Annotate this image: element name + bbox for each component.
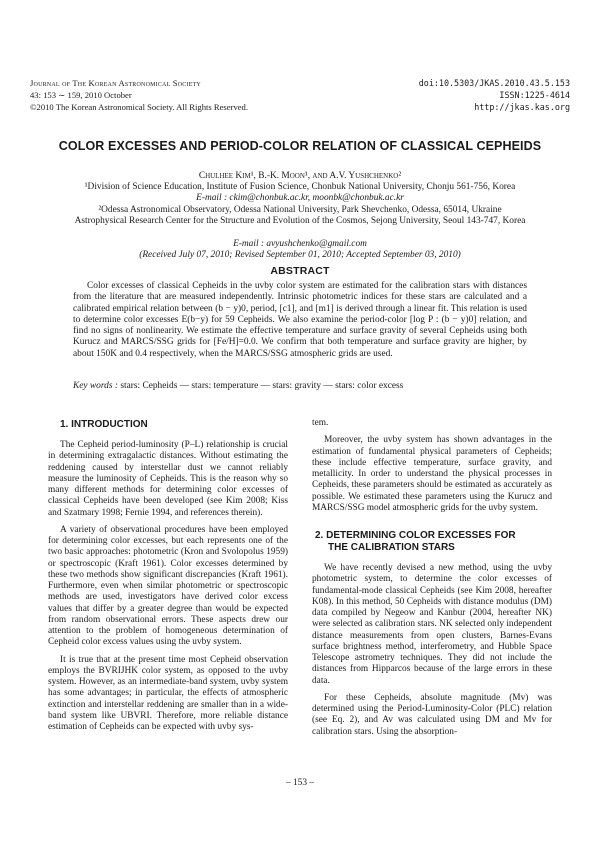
section-2-heading xyxy=(315,530,552,554)
journal-header xyxy=(30,77,248,113)
abstract-text: Color excesses of classical Cepheids in the uvby color system are estimated for the calibration stars with distances from the literature that are measured independently. Intrinsic photometric indices for these stars are calculated and a calibrated empirical relation between (b − y)0, period, [c1], and [m1] is derived through a linear fit. This relation is used to determine color excesses E(b−y) for 59 Cepheids. We also examine the period-color [log P : (b − y)0] relation, and find no signs of nonlinearity. We estimate the effective temperature and surface gravity of several Cepheids using both Kurucz and MARCS/SSG grids for [Fe/H]=0.0. We confirm that both temperature and surface gravity are higher, by about 150K and 0.4 respectively, when the MARCS/SSG atmospheric grids are used. xyxy=(73,281,527,359)
issn: ISSN:1225-4614 xyxy=(499,90,570,100)
copyright-line: ©2010 The Korean Astronomical Society. All Rights Reserved. xyxy=(30,102,248,112)
page-number: – 153 – xyxy=(285,778,315,788)
keywords-list: stars: Cepheids — stars: temperature — stars: gravity — stars: color excess xyxy=(120,381,404,391)
email-2[interactable]: E-mail : avyushchenko@gmail.com xyxy=(233,239,367,249)
section-2-heading-line-2: THE CALIBRATION STARS xyxy=(328,542,455,553)
doi: doi:10.5303/JKAS.2010.43.5.153 xyxy=(418,78,570,88)
left-column xyxy=(48,419,288,733)
received-dates: (Received July 07, 2010; Revised September 01, 2010; Accepted September 03, 2010) xyxy=(139,250,461,260)
sec2-paragraph-1: We have recently devised a new method, using the uvby photometric system, to determine the color excesses of fundamental-mode classical Cepheids (see Kim 2008, hereafter K08). In this method, 50 Cepheids with distance modulus (DM) data compiled by Negeow and Kanbur (2004, hereafter NK) were selected as calibration stars. NK selected only independent distance measurements from open clusters, Barnes-Evans surface brightness method, interferometry, and Hubble Space Telescope astrometry techniques. They did not include the distances from Hipparcos because of the large errors in these data. xyxy=(312,563,552,686)
affiliation-1: ¹Division of Science Education, Institute of Fusion Science, Chonbuk National University, Chonju 561-756, Korea xyxy=(84,182,516,192)
email-1[interactable]: E-mail : ckim@chonbuk.ac.kr, moonbk@chonbuk.ac.kr xyxy=(196,193,404,203)
right-paragraph-0: tem. xyxy=(312,418,329,428)
paper-title: COLOR EXCESSES AND PERIOD-COLOR RELATION OF CLASSICAL CEPHEIDS xyxy=(58,139,542,153)
authors: Chulhee Kim¹, B.-K. Moon¹, and A.V. Yushchenko² xyxy=(198,171,402,181)
doi-block xyxy=(419,77,570,113)
keywords xyxy=(73,381,543,392)
right-column xyxy=(312,418,552,738)
right-paragraph-1: Moreover, the uvby system has shown advantages in the estimation of fundamental physical parameters of Cepheids; these include effective temperature, surface gravity, and metallicity. In order to understand the physical processes in Cepheids, these parameters should be estimated as accurately as possible. We estimated these parameters using the Kurucz and MARCS/SSG model atmospheric grids for the uvby system. xyxy=(312,435,552,513)
journal-url[interactable]: http://jkas.kas.org xyxy=(474,102,570,112)
affiliation-2b: Astrophysical Research Center for the Structure and Evolution of the Cosmos, Sejong University, Seoul 143-747, Korea xyxy=(74,216,526,226)
journal-name: Journal of The Korean Astronomical Society xyxy=(30,78,201,88)
intro-paragraph-2: A variety of observational procedures have been employed for determining color excesses, but each represents one of the two basic approaches: photometric (Kron and Svolopolus 1959) or spectroscopic (Kraft 1961). Color excesses determined by these two methods show significant discrepancies (Kraft 1961). Furthermore, even when similar photometric or spectroscopic methods are used, investigators have derived color excess values that differ by a greater degree than would be expected from random observational errors. These aspects drew our attention to the problem of homogeneous determination of Cepheid color excess values using the uvby system. xyxy=(48,524,288,648)
affiliation-2a: ²Odessa Astronomical Observatory, Odessa National University, Park Shevchenko, Odessa, 65014, Ukraine xyxy=(98,205,502,215)
intro-paragraph-3: It is true that at the present time most Cepheid observation employs the BVRIJHK color system, as opposed to the uvby system. However, as an intermediate-band system, uvby system has some advantages; in particular, the effects of atmospheric extinction and interstellar reddening are smaller than in a wide-band system like UBVRI. Therefore, more reliable distance estimation of Cepheids can be expected with uvby sys- xyxy=(48,654,288,732)
keywords-label: Key words : xyxy=(73,381,118,391)
intro-paragraph-1: The Cepheid period-luminosity (P–L) relationship is crucial in determining extragalactic distances. Without estimating the reddening caused by interstellar dust we cannot reliably measure the luminosity of Cepheids. This is the reason why so many different methods for determining color excesses of classical Cepheids have been developed (see Kim 2008; Kiss and Szatmary 1998; Fernie 1994, and references therein). xyxy=(48,440,288,518)
abstract-heading: ABSTRACT xyxy=(270,265,330,277)
section-1-heading: 1. INTRODUCTION xyxy=(60,419,148,430)
sec2-paragraph-2: For these Cepheids, absolute magnitude (Mv) was determined using the Period-Luminosity-Color (PLC) relation (see Eq. 2), and Av was calculated using DM and Mv for calibration stars. Using the absorption- xyxy=(312,692,552,737)
section-2-heading-line-1: 2. DETERMINING COLOR EXCESSES FOR xyxy=(315,530,516,541)
volume-line: 43: 153 ∼ 159, 2010 October xyxy=(30,90,132,100)
